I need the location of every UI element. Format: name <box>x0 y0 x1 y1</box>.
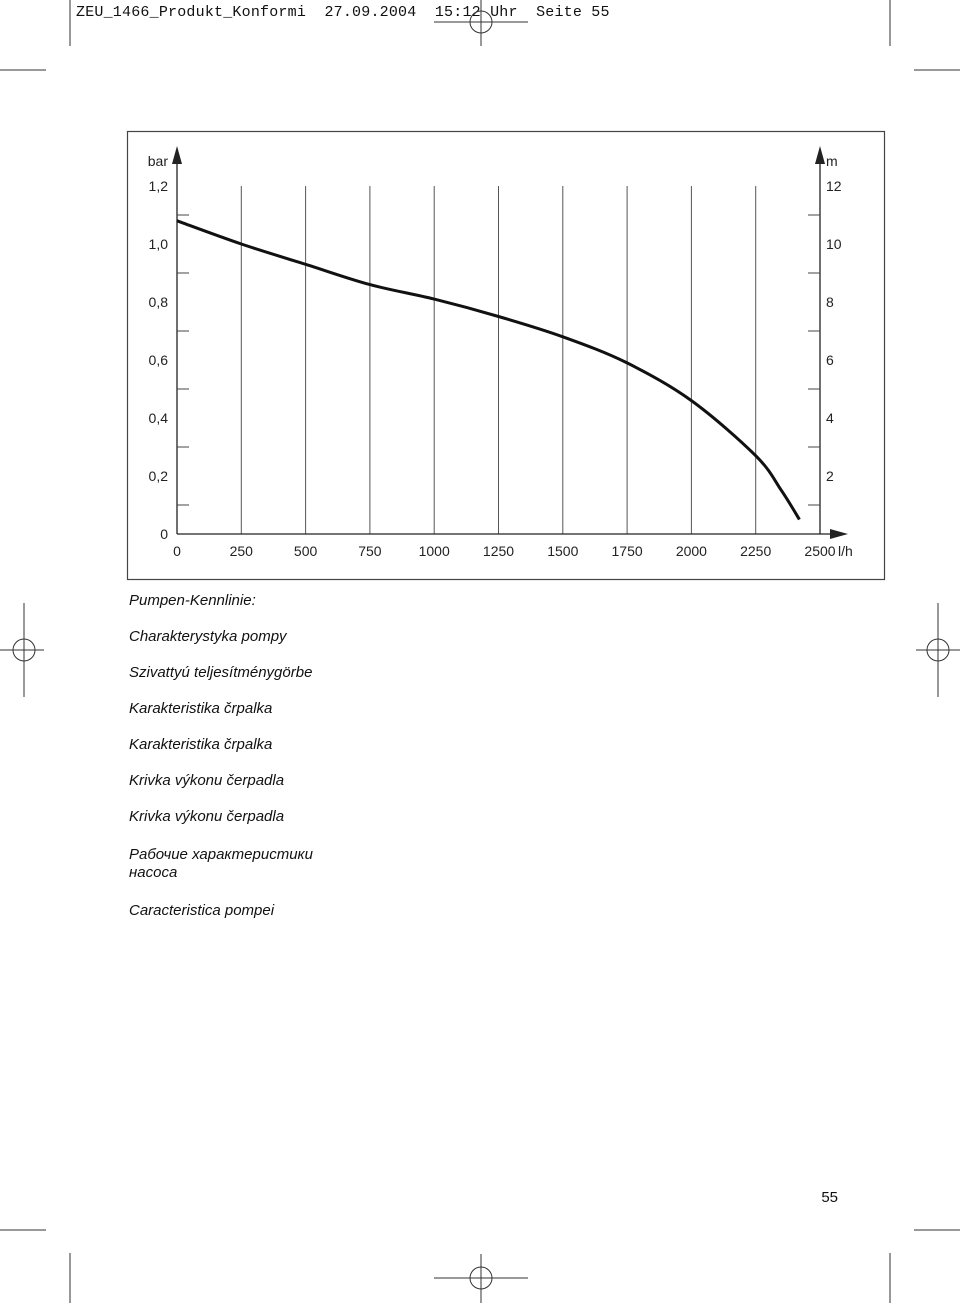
caption-de: Pumpen-Kennlinie: <box>129 592 256 609</box>
y-tick-label-right: 2 <box>826 468 834 484</box>
caption-hu: Szivattyú teljesítménygörbe <box>129 664 313 681</box>
y-tick-label-left: 0,2 <box>148 468 168 484</box>
y-tick-label-right: 6 <box>826 352 834 368</box>
x-tick-label: 250 <box>229 543 253 559</box>
y-tick-label-right: 12 <box>826 178 842 194</box>
x-tick-label: 0 <box>173 543 181 559</box>
page-number: 55 <box>821 1189 838 1206</box>
y-axis-left-arrow <box>172 146 182 164</box>
caption-sl: Karakteristika črpalka <box>129 700 273 717</box>
y-axis-right-arrow <box>815 146 825 164</box>
caption-cs: Krivka výkonu čerpadla <box>129 772 285 789</box>
y-axis-left-unit: bar <box>147 153 168 169</box>
x-tick-label: 2500 <box>804 543 836 559</box>
caption-sk: Krivka výkonu čerpadla <box>129 808 285 825</box>
y-tick-label-left: 0,6 <box>148 352 168 368</box>
x-tick-label: 1250 <box>482 543 515 559</box>
caption-ru: Рабочие характеристики насоса <box>129 846 313 881</box>
y-tick-label-right: 4 <box>826 410 834 426</box>
caption-ro: Caracteristica pompei <box>129 902 275 919</box>
x-tick-label: 2000 <box>675 543 707 559</box>
header-slug: ZEU_1466_Produkt_Konformi 27.09.2004 15:12 Uhr Seite 55 <box>76 4 610 21</box>
x-tick-label: 750 <box>358 543 382 559</box>
x-tick-label: 2250 <box>740 543 772 559</box>
caption-list <box>129 592 549 938</box>
y-tick-label-left: 0,4 <box>148 410 168 426</box>
y-tick-label-right: 10 <box>826 236 842 252</box>
pump-curve-chart <box>0 0 960 600</box>
y-axis-right-unit: m <box>826 153 838 169</box>
x-tick-label: 1500 <box>547 543 579 559</box>
x-tick-label: 1750 <box>611 543 643 559</box>
y-tick-label-left: 0 <box>160 526 168 542</box>
y-tick-label-left: 1,2 <box>148 178 168 194</box>
x-tick-label: 500 <box>293 543 318 559</box>
y-tick-label-right: 8 <box>826 294 834 310</box>
y-tick-label-left: 1,0 <box>148 236 168 252</box>
x-axis-arrow <box>830 529 848 539</box>
x-axis-unit: l/h <box>838 543 853 559</box>
pump-curve-line <box>177 221 799 520</box>
caption-hr: Karakteristika črpalka <box>129 736 273 753</box>
caption-pl: Charakterystyka pompy <box>129 628 287 645</box>
y-tick-label-left: 0,8 <box>148 294 168 310</box>
x-tick-label: 1000 <box>418 543 450 559</box>
